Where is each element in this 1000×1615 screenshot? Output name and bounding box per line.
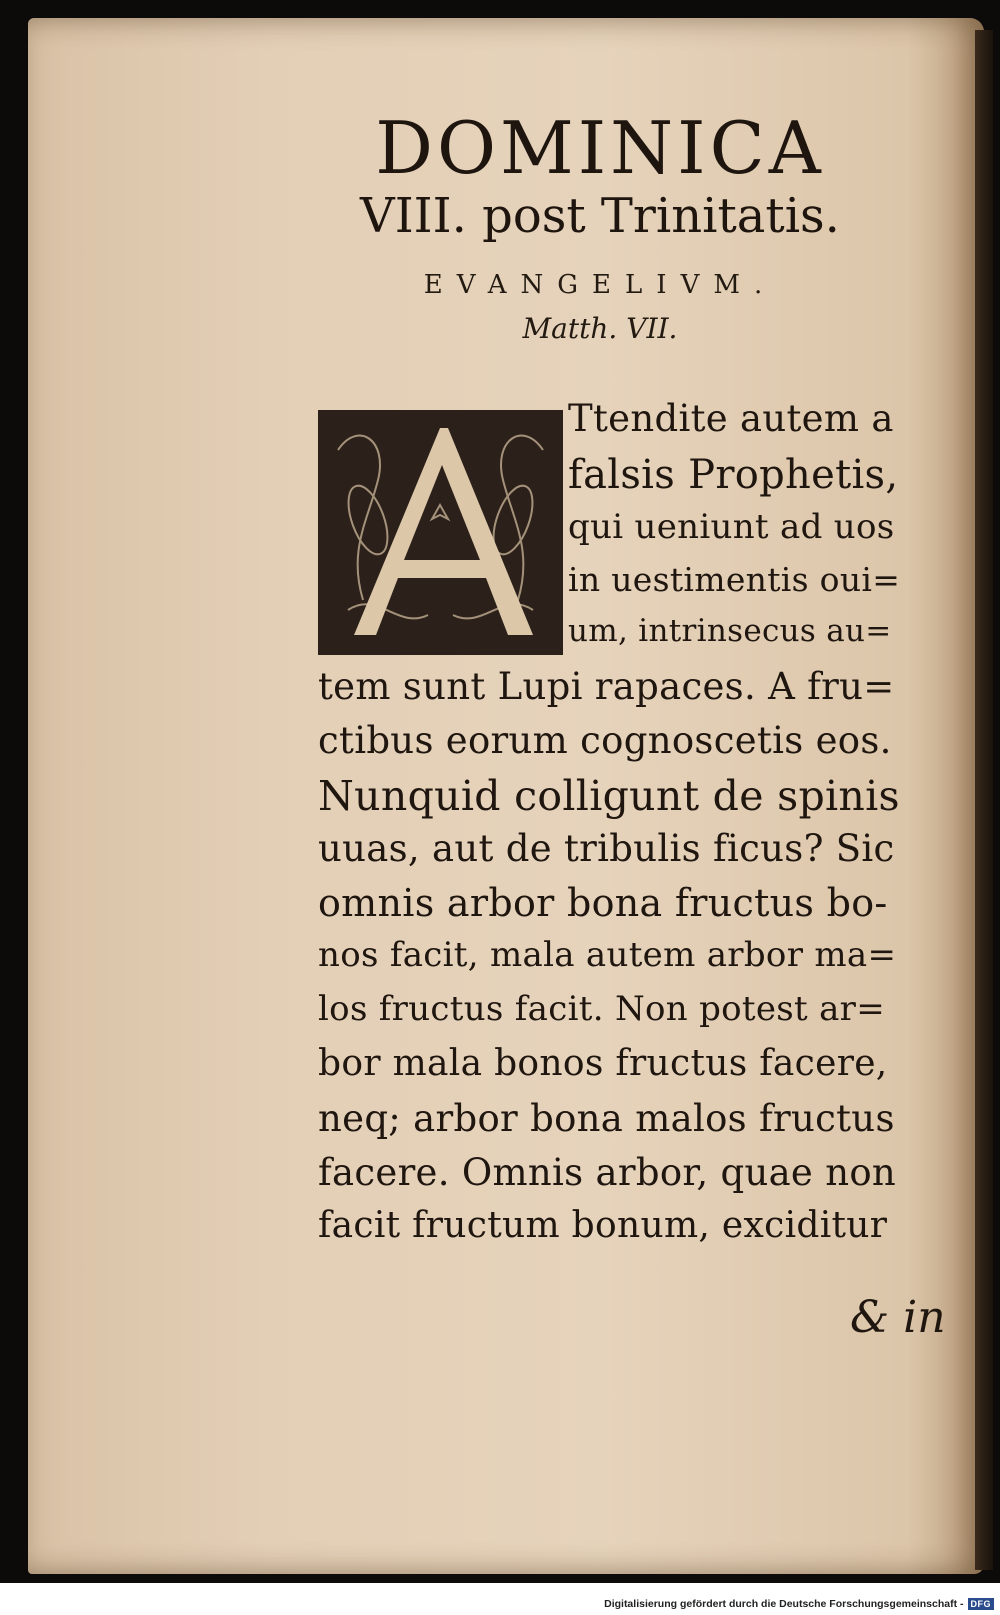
text-line: uuas, aut de tribulis ficus? Sic	[318, 827, 895, 870]
decorated-initial	[318, 410, 563, 655]
text-line: um, intrinsecus au=	[568, 613, 892, 649]
text-line: omnis arbor bona fructus bo-	[318, 881, 888, 925]
text-line: Nunquid colligunt de spinis	[318, 772, 900, 820]
text-line: los fructus facit. Non potest ar=	[318, 989, 886, 1029]
text-line: qui ueniunt ad uos	[568, 507, 895, 547]
digitization-credit	[604, 1596, 994, 1612]
text-line: facit fructum bonum, exciditur	[318, 1205, 888, 1246]
credit-text: Digitalisierung gefördert durch die Deutsche Forschungsgemeinschaft -	[604, 1598, 964, 1610]
text-line: tem sunt Lupi rapaces. A fru=	[318, 665, 895, 708]
page-heading: DOMINICA	[375, 106, 825, 190]
section-label: EVANGELIVM.	[423, 270, 777, 300]
dfg-logo-icon: DFG	[968, 1598, 995, 1610]
catchword: & in	[850, 1292, 946, 1343]
text-line: facere. Omnis arbor, quae non	[318, 1151, 897, 1194]
text-line: nos facit, mala autem arbor ma=	[318, 935, 897, 975]
text-line: Ttendite autem a	[568, 397, 894, 440]
scripture-reference: Matth. VII.	[522, 312, 678, 345]
page-binding-edge	[975, 30, 993, 1570]
text-line: ctibus eorum cognoscetis eos.	[318, 719, 892, 762]
text-line: in uestimentis oui=	[568, 560, 901, 599]
text-line: neq; arbor bona malos fructus	[318, 1097, 895, 1140]
text-line: falsis Prophetis,	[568, 452, 899, 498]
page-subheading: VIII. post Trinitatis.	[360, 188, 840, 244]
text-line: bor mala bonos fructus facere,	[318, 1043, 888, 1084]
